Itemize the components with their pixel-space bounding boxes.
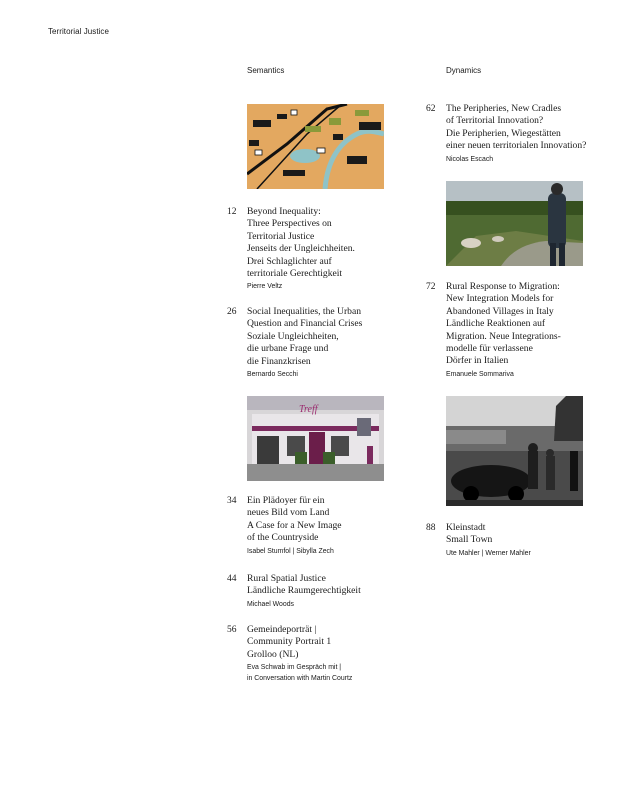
entry-author: Michael Woods <box>247 600 294 608</box>
entry-title-line: Rural Spatial Justice <box>247 573 326 584</box>
page-number: 12 <box>227 207 237 217</box>
entry-title-line: modelle für verlassene <box>446 343 533 355</box>
entry-title-line: Kleinstadt <box>446 522 486 533</box>
toc-entry-peripheries[interactable] <box>426 103 621 165</box>
entry-author: Bernardo Secchi <box>247 371 298 379</box>
farmer-with-sheep-photo <box>446 181 583 266</box>
village-house-photo <box>247 396 384 481</box>
map-illustration <box>247 104 384 189</box>
entry-title-line: of the Countryside <box>247 532 319 544</box>
entry-title-line: A Case for a New Image <box>247 519 342 531</box>
page-number: 72 <box>426 282 436 292</box>
entry-title-line: New Integration Models for <box>446 293 554 305</box>
entry-title-line: einer neuen territorialen Innovation? <box>446 140 587 152</box>
page-number: 44 <box>227 574 237 584</box>
entry-author: Emanuele Sommariva <box>446 370 514 378</box>
entry-author: Eva Schwab im Gespräch mit | <box>247 664 342 672</box>
entry-title-line: Migration. Neue Integrations- <box>446 330 561 342</box>
page-number: 88 <box>426 523 436 533</box>
entry-title-line: Abandoned Villages in Italy <box>446 305 554 317</box>
entry-title-line: Die Peripherien, Wiegestätten <box>446 127 561 139</box>
toc-entry-rural-spatial-justice[interactable] <box>227 573 422 610</box>
toc-entry-plaedoyer[interactable] <box>227 495 422 557</box>
entry-title-line: Ländliche Reaktionen auf <box>446 318 546 330</box>
entry-title-line: of Territorial Innovation? <box>446 115 544 127</box>
entry-title-line: Soziale Ungleichheiten, <box>247 330 339 342</box>
entry-author: in Conversation with Martin Courtz <box>247 675 353 683</box>
entry-title-line: Jenseits der Ungleichheiten. <box>247 243 355 255</box>
small-town-street-photo <box>446 396 583 506</box>
entry-title-line: Dörfer in Italien <box>446 355 509 367</box>
entry-title-line: Drei Schlaglichter auf <box>247 255 332 267</box>
entry-author: Isabel Stumfol | Sibylla Zech <box>247 547 334 555</box>
entry-title-line: Social Inequalities, the Urban <box>247 306 362 317</box>
entry-author: Nicolas Escach <box>446 155 494 163</box>
toc-entry-community-portrait[interactable] <box>227 624 422 684</box>
entry-title-line: neues Bild vom Land <box>247 507 330 519</box>
toc-entry-beyond-inequality[interactable] <box>227 206 422 292</box>
entry-title-line: Territorial Justice <box>247 230 315 242</box>
column-heading-semantics: Semantics <box>247 66 285 75</box>
entry-title-line: Grolloo (NL) <box>247 648 299 660</box>
page-number: 56 <box>227 625 237 635</box>
entry-title-line: The Peripheries, New Cradles <box>446 103 562 114</box>
entry-title-line: die Finanzkrisen <box>247 355 311 367</box>
toc-entry-kleinstadt[interactable] <box>426 522 621 559</box>
svg-text:Treff: Treff <box>299 404 318 415</box>
entry-title-line: Ländliche Raumgerechtigkeit <box>247 585 361 597</box>
page-number: 62 <box>426 104 436 114</box>
entry-title-line: Three Perspectives on <box>247 218 332 230</box>
toc-entry-rural-response[interactable] <box>426 281 621 380</box>
entry-author: Ute Mahler | Werner Mahler <box>446 549 531 557</box>
entry-title-line: territoriale Gerechtigkeit <box>247 268 343 280</box>
toc-entry-social-inequalities[interactable] <box>227 306 422 380</box>
page-number: 34 <box>227 496 237 506</box>
entry-title-line: Rural Response to Migration: <box>446 281 560 292</box>
page-number: 26 <box>227 307 237 317</box>
entry-title-line: Beyond Inequality: <box>247 206 321 217</box>
entry-author: Pierre Veltz <box>247 283 283 291</box>
entry-title-line: die urbane Frage und <box>247 343 329 355</box>
running-header: Territorial Justice <box>48 27 109 36</box>
entry-title-line: Small Town <box>446 534 493 546</box>
entry-title-line: Gemeindeporträt | <box>247 624 317 635</box>
column-heading-dynamics: Dynamics <box>446 66 482 75</box>
entry-title-line: Question and Financial Crises <box>247 318 363 330</box>
entry-title-line: Ein Plädoyer für ein <box>247 495 325 506</box>
entry-title-line: Community Portrait 1 <box>247 636 332 648</box>
